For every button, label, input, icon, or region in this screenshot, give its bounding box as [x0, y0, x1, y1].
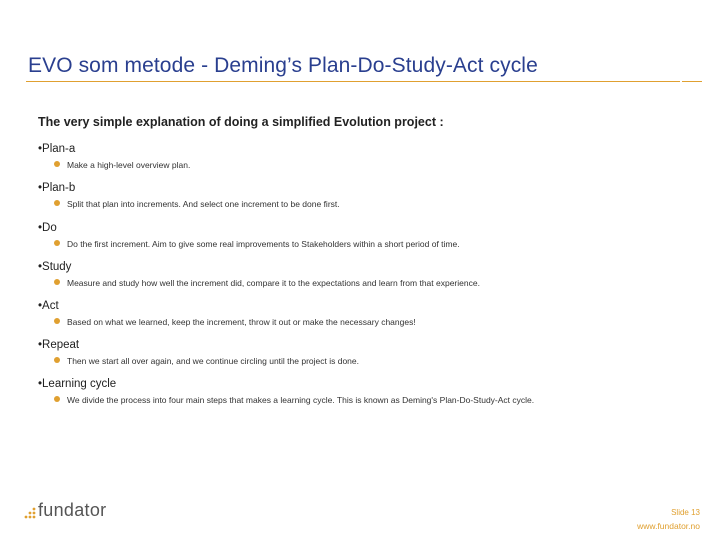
bullet-dot-icon [54, 396, 60, 402]
list-item-learning-cycle [38, 376, 535, 406]
item-detail [54, 238, 460, 252]
item-label: •Act [38, 300, 59, 312]
item-label: •Study [38, 261, 72, 273]
bullet-dot-icon [54, 357, 60, 363]
item-detail [54, 198, 340, 212]
title-underline [26, 81, 680, 82]
bullet-dot-icon [54, 318, 60, 324]
bullet-dot-icon [54, 240, 60, 246]
item-label: •Plan-b [38, 182, 76, 194]
slide-number: Slide 13 [671, 508, 700, 517]
website-link[interactable]: www.fundator.no [637, 521, 700, 531]
item-label: •Do [38, 222, 57, 234]
bullet-dot-icon [54, 279, 60, 285]
bullet-dot-icon [54, 200, 60, 206]
item-detail [54, 394, 535, 408]
item-detail [54, 355, 359, 369]
slide-title: EVO som metode - Deming’s Plan-Do-Study-Act cycle [28, 54, 538, 77]
item-text: Do the first increment. Aim to give some real improvements to Stakeholders within a short period of time. [67, 239, 460, 249]
list-item-study [38, 259, 480, 289]
logo-text: fundator [38, 500, 107, 520]
item-label: •Plan-a [38, 143, 76, 155]
item-text: We divide the process into four main steps that makes a learning cycle. This is known as Deming's Plan-Do-Study-Act cycle. [67, 395, 535, 405]
item-text: Make a high-level overview plan. [67, 160, 191, 170]
item-text: Then we start all over again, and we continue circling until the project is done. [67, 356, 359, 366]
logo-dots-icon [24, 506, 38, 520]
item-detail [54, 159, 191, 173]
list-item-do [38, 220, 460, 250]
item-text: Measure and study how well the increment did, compare it to the expectations and learn from that experience. [67, 278, 480, 288]
item-label: •Repeat [38, 339, 80, 351]
list-item-plan-b [38, 180, 340, 210]
item-label: •Learning cycle [38, 378, 117, 390]
item-detail [54, 316, 416, 330]
title-underline-tail [682, 81, 702, 82]
list-item-repeat [38, 337, 359, 367]
list-item-act [38, 298, 416, 328]
list-item-plan-a [38, 141, 191, 171]
item-text: Based on what we learned, keep the increment, throw it out or make the necessary changes! [67, 317, 416, 327]
intro-text: The very simple explanation of doing a simplified Evolution project : [38, 115, 444, 129]
item-text: Split that plan into increments. And select one increment to be done first. [67, 199, 340, 209]
item-detail [54, 277, 480, 291]
bullet-dot-icon [54, 161, 60, 167]
